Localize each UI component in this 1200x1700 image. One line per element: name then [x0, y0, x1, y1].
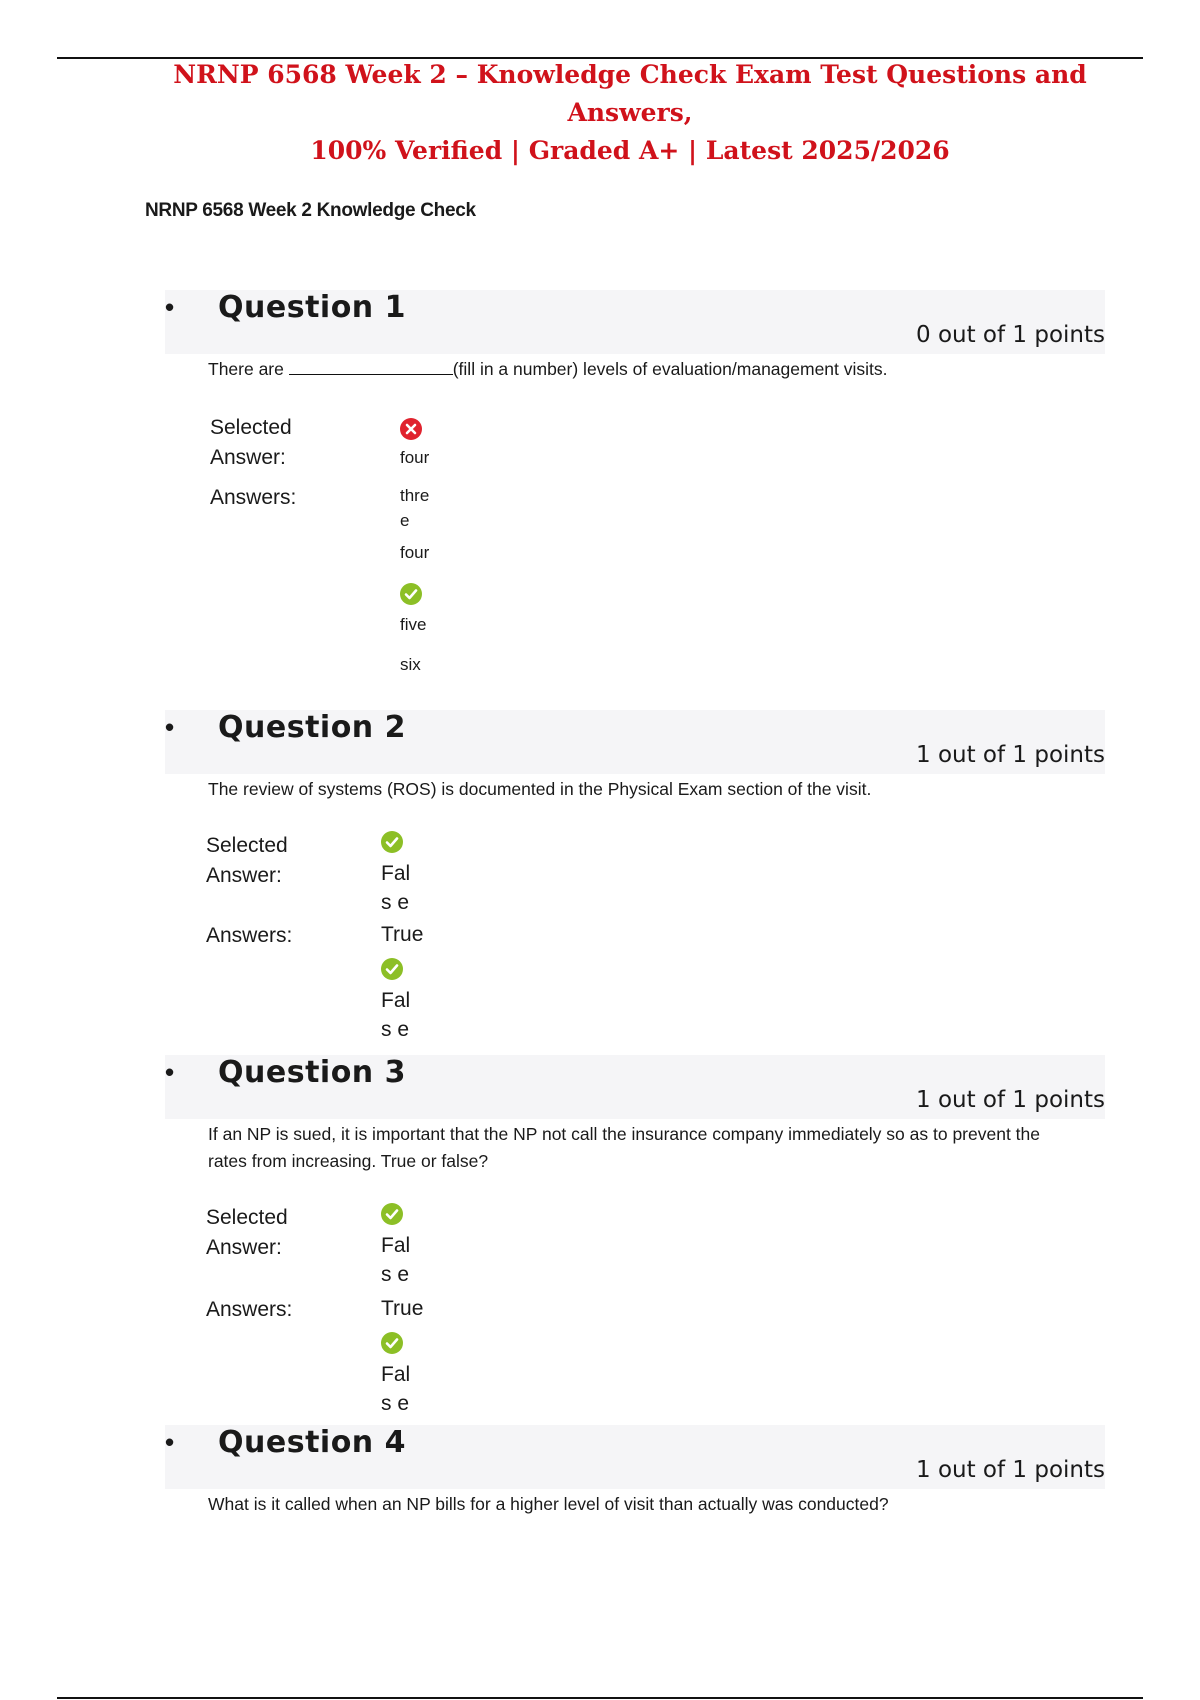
- title-line-2: 100% Verified | Graded A+ | Latest 2025/2026: [310, 136, 950, 165]
- question-header: [165, 710, 1105, 774]
- question-text: What is it called when an NP bills for a higher level of visit than actually was conducted?: [208, 1494, 889, 1514]
- check-circle-icon: [400, 583, 422, 605]
- answer-block: [206, 831, 1105, 1041]
- question-title: Question 4: [218, 1425, 406, 1460]
- x-circle-icon: [400, 418, 422, 440]
- question-header: [165, 1425, 1105, 1489]
- points-score: 0 out of 1 points: [916, 322, 1105, 348]
- answers-label: Answers:: [206, 1298, 293, 1321]
- answer-option: True: [381, 923, 424, 946]
- answer-option: Fals e: [381, 1363, 411, 1415]
- bullet: •: [165, 292, 175, 322]
- bullet: •: [165, 712, 175, 742]
- fill-in-blank: [289, 360, 453, 375]
- selected-label-line-1: Selected: [206, 834, 288, 857]
- question-4: [165, 1425, 1105, 1518]
- selected-label-line-1: Selected: [206, 1206, 288, 1229]
- check-circle-icon: [381, 958, 403, 980]
- question-3: [165, 1055, 1105, 1413]
- question-header: [165, 290, 1105, 354]
- selected-answer-value: Fals e: [381, 1234, 411, 1286]
- answer-option: six: [400, 655, 421, 674]
- bullet: •: [165, 1057, 175, 1087]
- question-title: Question 1: [218, 290, 406, 325]
- check-circle-icon: [381, 1332, 403, 1354]
- answer-option: five: [400, 615, 427, 634]
- bullet: •: [165, 1427, 175, 1457]
- selected-answer-label: [206, 1203, 288, 1263]
- question-text: The review of systems (ROS) is documented in the Physical Exam section of the visit.: [208, 779, 872, 799]
- answer-option: True: [381, 1297, 424, 1320]
- answer-option: Fals e: [381, 989, 411, 1041]
- answer-block: [210, 413, 1105, 703]
- question-text: [208, 356, 1068, 383]
- answer-option: four: [400, 543, 430, 562]
- answer-block: [206, 1203, 1105, 1415]
- page-subtitle: NRNP 6568 Week 2 Knowledge Check: [145, 200, 476, 221]
- selected-label-line-2: Answer:: [206, 864, 282, 887]
- selected-answer-value: Fals e: [381, 862, 411, 914]
- answers-label: Answers:: [210, 486, 297, 509]
- selected-answer-label: [206, 831, 288, 891]
- check-circle-icon: [381, 831, 403, 853]
- check-circle-icon: [381, 1203, 403, 1225]
- points-score: 1 out of 1 points: [916, 1087, 1105, 1113]
- bottom-rule: [57, 1697, 1143, 1699]
- title-line-1: NRNP 6568 Week 2 – Knowledge Check Exam Test Questions and Answers,: [173, 60, 1087, 127]
- question-title: Question 3: [218, 1055, 406, 1090]
- answers-label: Answers:: [206, 924, 293, 947]
- question-1: [165, 290, 1105, 703]
- answer-option: thre e: [400, 486, 430, 530]
- selected-label-line-2: Answer:: [210, 446, 286, 469]
- selected-label-line-1: Selected: [210, 416, 292, 439]
- document-title: [130, 56, 1130, 170]
- selected-answer-label: [210, 413, 292, 473]
- question-2: [165, 710, 1105, 1041]
- selected-answer-value: four: [400, 448, 430, 467]
- question-text-before: There are: [208, 359, 289, 379]
- question-header: [165, 1055, 1105, 1119]
- points-score: 1 out of 1 points: [916, 742, 1105, 768]
- points-score: 1 out of 1 points: [916, 1457, 1105, 1483]
- selected-label-line-2: Answer:: [206, 1236, 282, 1259]
- question-text: If an NP is sued, it is important that the NP not call the insurance company immediately so as to prevent the rates from increasing. True or false?: [208, 1124, 1041, 1171]
- question-title: Question 2: [218, 710, 406, 745]
- question-text-after: (fill in a number) levels of evaluation/management visits.: [452, 359, 888, 379]
